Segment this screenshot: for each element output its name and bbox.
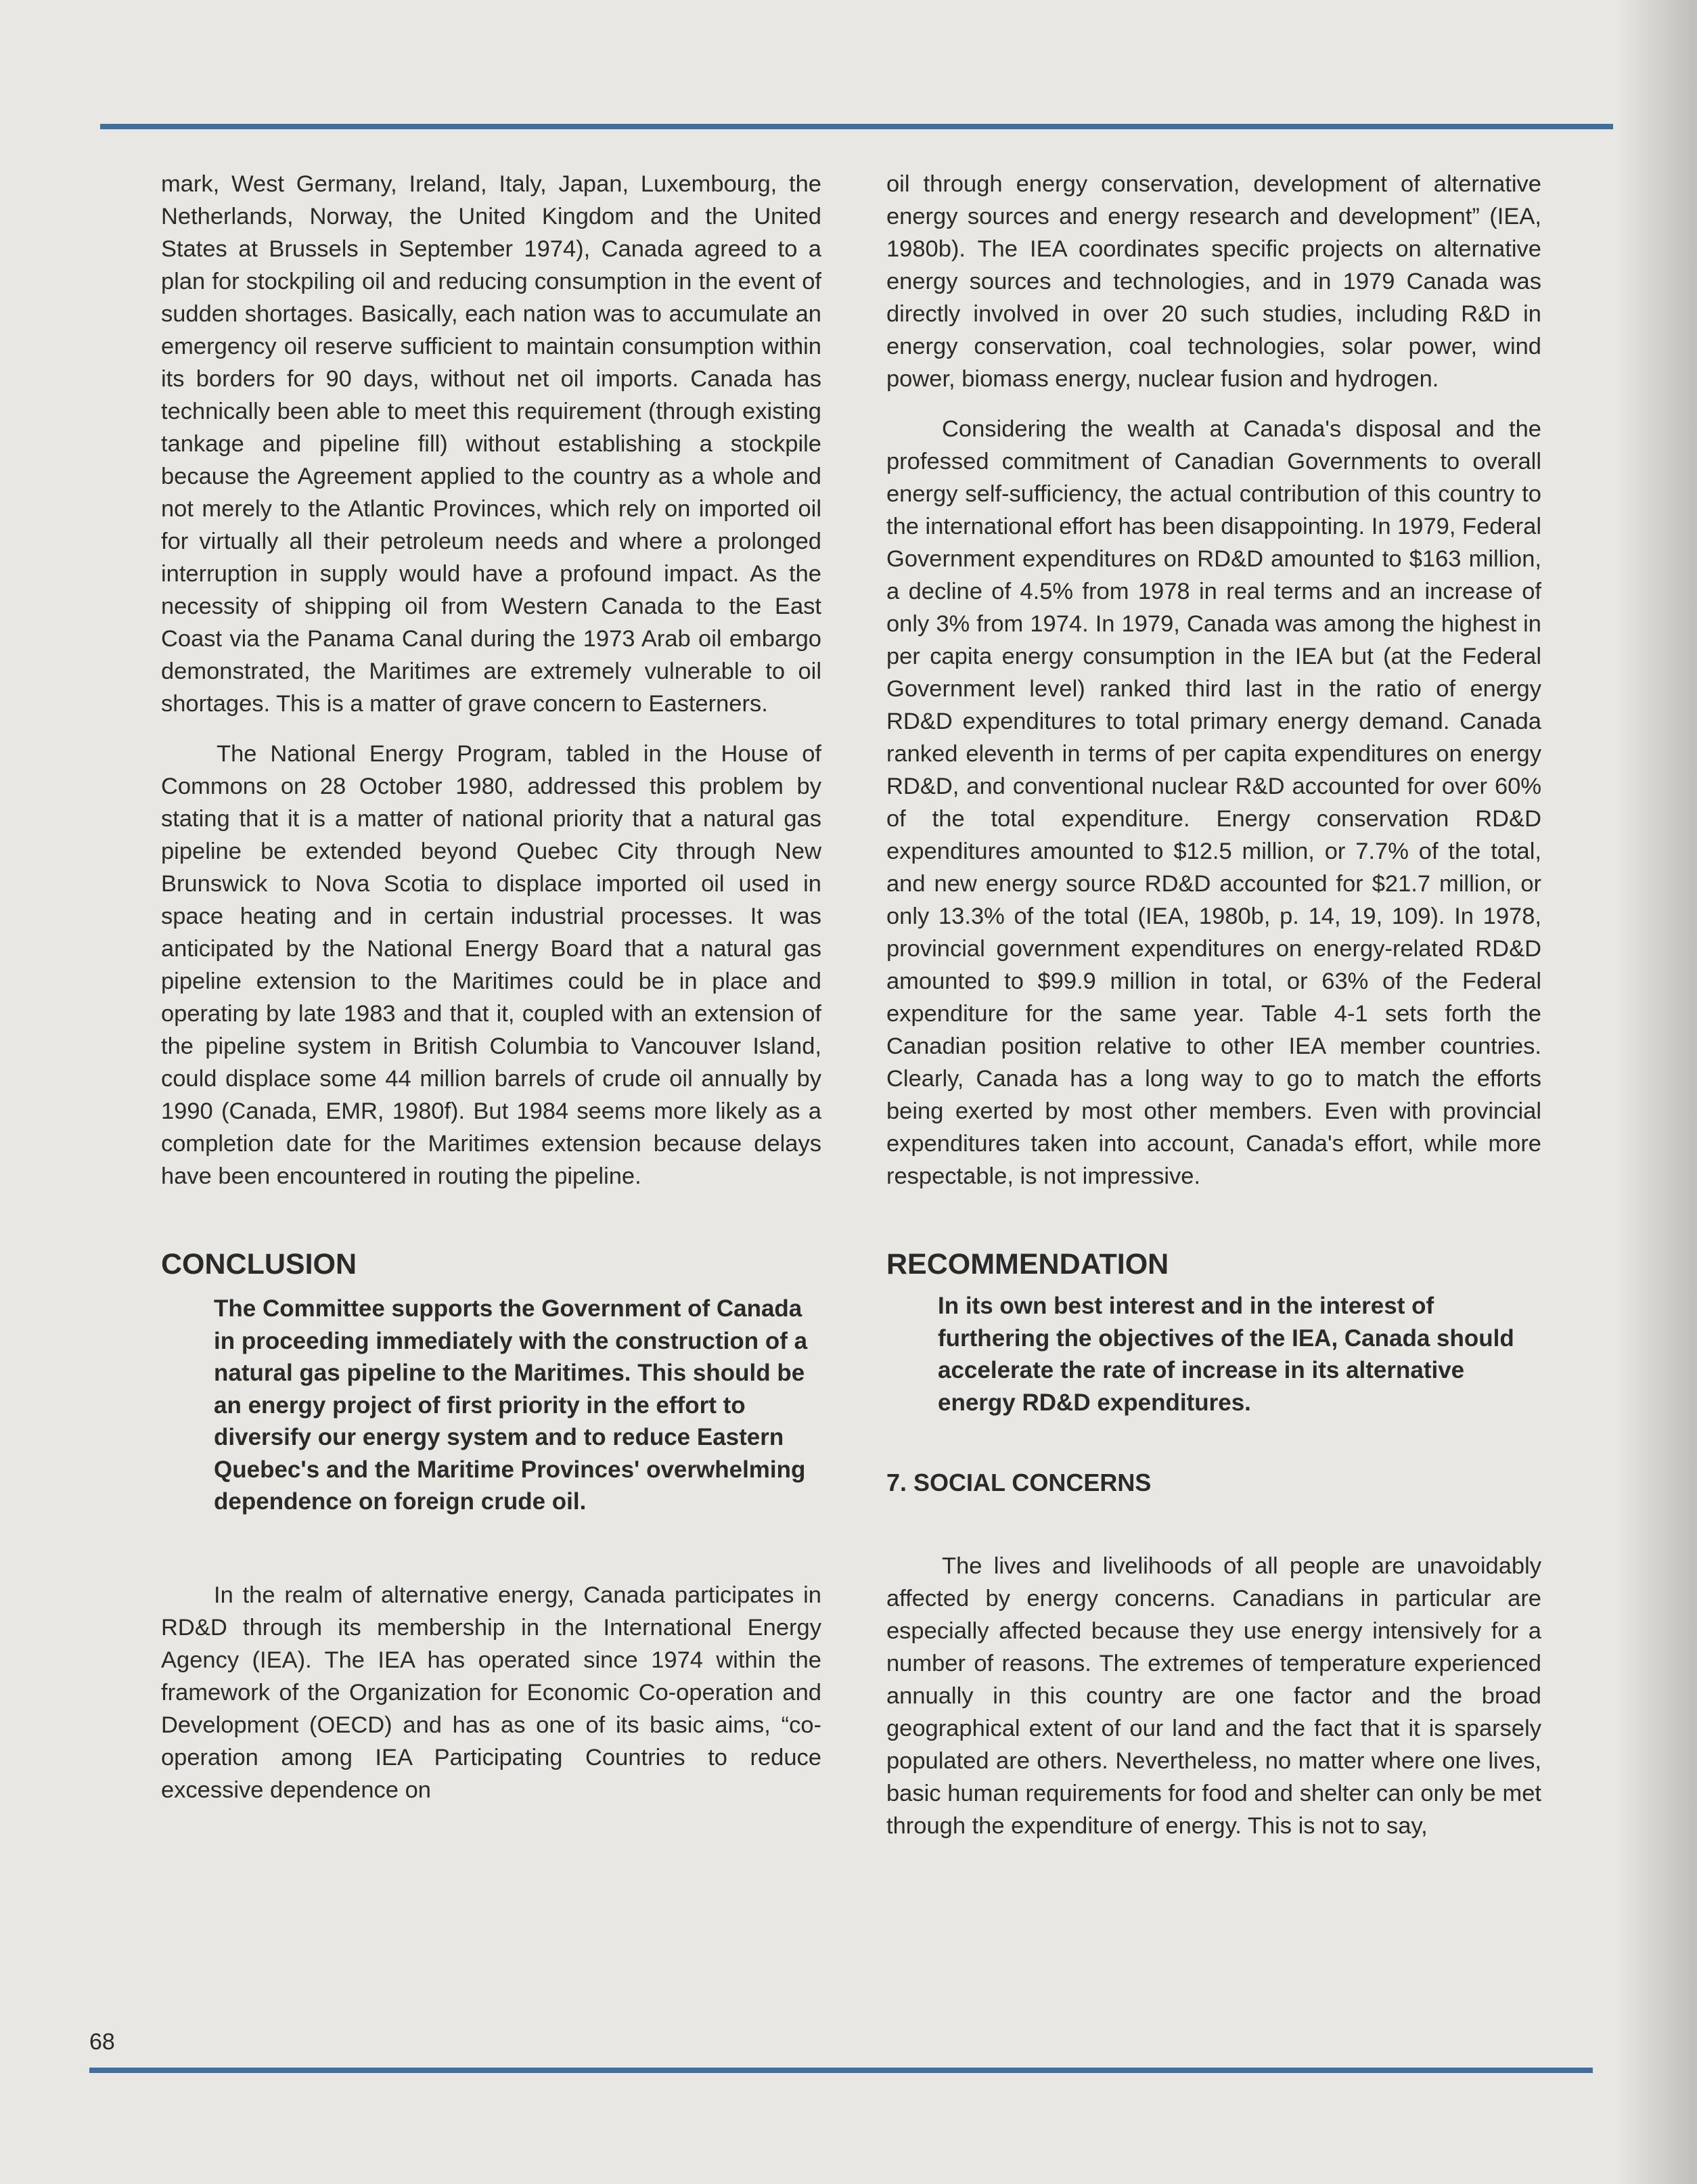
left-paragraph-3: In the realm of alternative energy, Canada participates in RD&D through its membership in the International Energy Agency (IEA). The IEA has operated since 1974 within the framework of the Organization for Economic Co-operation and Development (OECD) and has as one of its basic aims, “co-operation among IEA Participating Countries to reduce excessive dependence on [161,1582,821,1803]
conclusion-text: The Committee supports the Government of Canada in proceeding immediately with the construction of a natural gas pipeline to the Maritimes. This should be an energy project of first priority in the effort to diversify our energy system and to reduce Eastern Quebec's and the Maritime Provinces' overwhelming dependence on foreign crude oil. [214,1295,808,1515]
section-heading-social-concerns: 7. SOCIAL CONCERNS [886,1469,1152,1496]
recommendation-text: In its own best interest and in the interest of furthering the objectives of the IEA, Canada should accelerate the rate of increase in its alternative energy RD&D expenditures. [938,1293,1514,1416]
conclusion-heading: CONCLUSION [161,1248,357,1280]
header-rule [100,124,1613,129]
right-paragraph-3: The lives and livelihoods of all people are unavoidably affected by energy concerns. Canadians in particular are especially affected because they use energy intensively for a number of reasons. The extremes of temperature experienced annually in this country are one factor and the broad geographical extent of our land and the fact that it is sparsely populated are others. Nevertheless, no matter where one lives, basic human requirements for food and shelter can only be met through the expenditure of energy. This is not to say, [886,1553,1541,1839]
recommendation-heading: RECOMMENDATION [886,1248,1169,1280]
left-paragraph-2: The National Energy Program, tabled in the House of Commons on 28 October 1980, addressed this problem by stating that it is a matter of national priority that a natural gas pipeline be extended beyond Quebec City through New Brunswick to Nova Scotia to displace imported oil used in space heating and in certain industrial processes. It was anticipated by the National Energy Board that a natural gas pipeline extension to the Maritimes could be in place and operating by late 1983 and that it, coupled with an extension of the pipeline system in British Columbia to Vancouver Island, could displace some 44 million barrels of crude oil annually by 1990 (Canada, EMR, 1980f). But 1984 seems more likely as a completion date for the Maritimes extension because delays have been encountered in routing the pipeline. [161,741,821,1189]
right-paragraph-2: Considering the wealth at Canada's disposal and the professed commitment of Canadian Governments to overall energy self-sufficiency, the actual contribution of this country to the international effort has been disappointing. In 1979, Federal Government expenditures on RD&D amounted to $163 million, a decline of 4.5% from 1978 in real terms and an increase of only 3% from 1974. In 1979, Canada was among the highest in per capita energy consumption in the IEA but (at the Federal Government level) ranked third last in the ratio of energy RD&D expenditures to total primary energy demand. Canada ranked eleventh in terms of per capita expenditures on energy RD&D, and conventional nuclear R&D accounted for over 60% of the total expenditure. Energy conservation RD&D expenditures amounted to $12.5 million, or 7.7% of the total, and new energy source RD&D accounted for $21.7 million, or only 13.3% of the total (IEA, 1980b, p. 14, 19, 109). In 1978, provincial government expenditures on energy-related RD&D amounted to $99.9 million in total, or 63% of the Federal expenditure for the same year. Table 4-1 sets forth the Canadian position relative to other IEA member countries. Clearly, Canada has a long way to go to match the efforts being exerted by most other members. Even with provincial expenditures taken into account, Canada's effort, while more respectable, is not impressive. [886,416,1541,1189]
right-column [886,168,1541,1842]
left-column [161,168,821,1806]
right-paragraph-1: oil through energy conservation, development of alternative energy sources and energy research and development” (IEA, 1980b). The IEA coordinates specific projects on alternative energy sources and technologies, and in 1979 Canada was directly involved in over 20 such studies, including R&D in energy conservation, coal technologies, solar power, wind power, biomass energy, nuclear fusion and hydrogen. [886,171,1541,392]
page-edge-shadow [1616,0,1697,2184]
footer-rule [89,2068,1593,2073]
page-number: 68 [89,2029,115,2055]
left-paragraph-1: mark, West Germany, Ireland, Italy, Japan, Luxembourg, the Netherlands, Norway, the United Kingdom and the United States at Brussels in September 1974), Canada agreed to a plan for stockpiling oil and reducing consumption in the event of sudden shortages. Basically, each nation was to accumulate an emergency oil reserve sufficient to maintain consumption within its borders for 90 days, without net oil imports. Canada has technically been able to meet this requirement (through existing tankage and pipeline fill) without establishing a stockpile because the Agreement applied to the country as a whole and not merely to the Atlantic Provinces, which rely on imported oil for virtually all their petroleum needs and where a prolonged interruption in supply would have a profound impact. As the necessity of shipping oil from Western Canada to the East Coast via the Panama Canal during the 1973 Arab oil embargo demonstrated, the Maritimes are extremely vulnerable to oil shortages. This is a matter of grave concern to Easterners. [161,171,821,717]
